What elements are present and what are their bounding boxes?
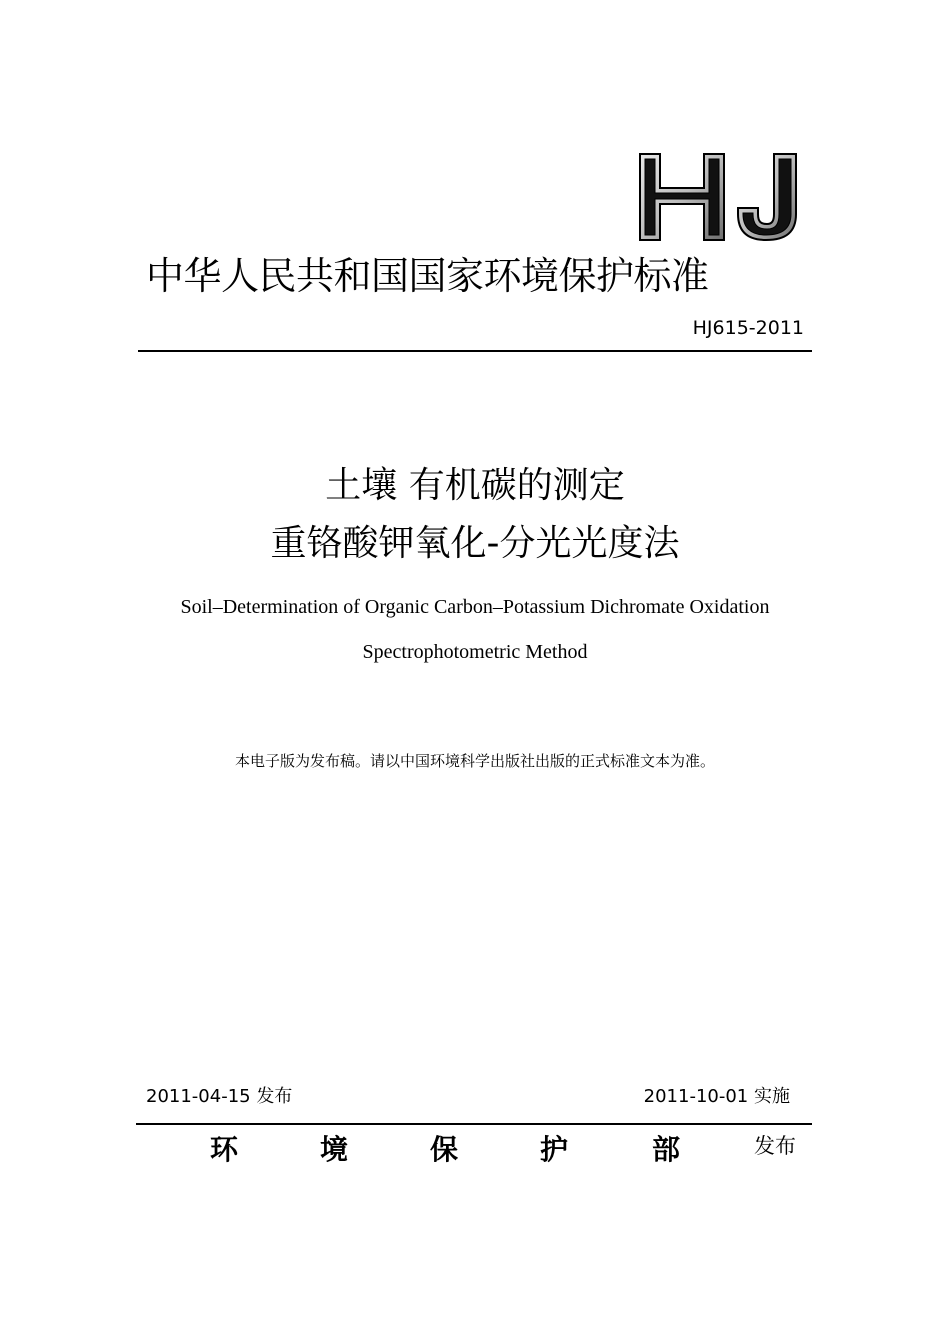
english-title-line-1: Soil–Determination of Organic Carbon–Potassium Dichromate Oxidation xyxy=(180,596,770,618)
release-date: 2011-04-15 发布 xyxy=(146,1086,293,1107)
effective-date: 2011-10-01 实施 xyxy=(643,1086,790,1107)
issuer-name-char: 保 xyxy=(429,1133,458,1166)
issuer-name-char: 境 xyxy=(319,1133,348,1166)
hj-letter-h xyxy=(640,154,724,240)
issuer-name-char: 护 xyxy=(539,1133,568,1166)
standard-number: HJ615-2011 xyxy=(692,317,804,339)
hj-letter-j xyxy=(738,154,796,240)
electronic-version-notice: 本电子版为发布稿。请以中国环境科学出版社出版的正式标准文本为准。 xyxy=(234,752,715,770)
header-divider xyxy=(138,350,812,352)
hj-logo xyxy=(638,152,800,242)
standard-category-heading: 中华人民共和国国家环境保护标准 xyxy=(146,254,709,298)
issue-label: 发布 xyxy=(754,1134,796,1158)
chinese-title-line-1: 土壤 有机碳的测定 xyxy=(325,465,625,506)
chinese-title-line-2: 重铬酸钾氧化-分光光度法 xyxy=(270,523,680,564)
issuer-name-char: 环 xyxy=(209,1133,238,1166)
issuer-name-char: 部 xyxy=(651,1133,680,1166)
english-title-line-2: Spectrophotometric Method xyxy=(362,641,588,663)
footer-divider xyxy=(136,1123,812,1125)
